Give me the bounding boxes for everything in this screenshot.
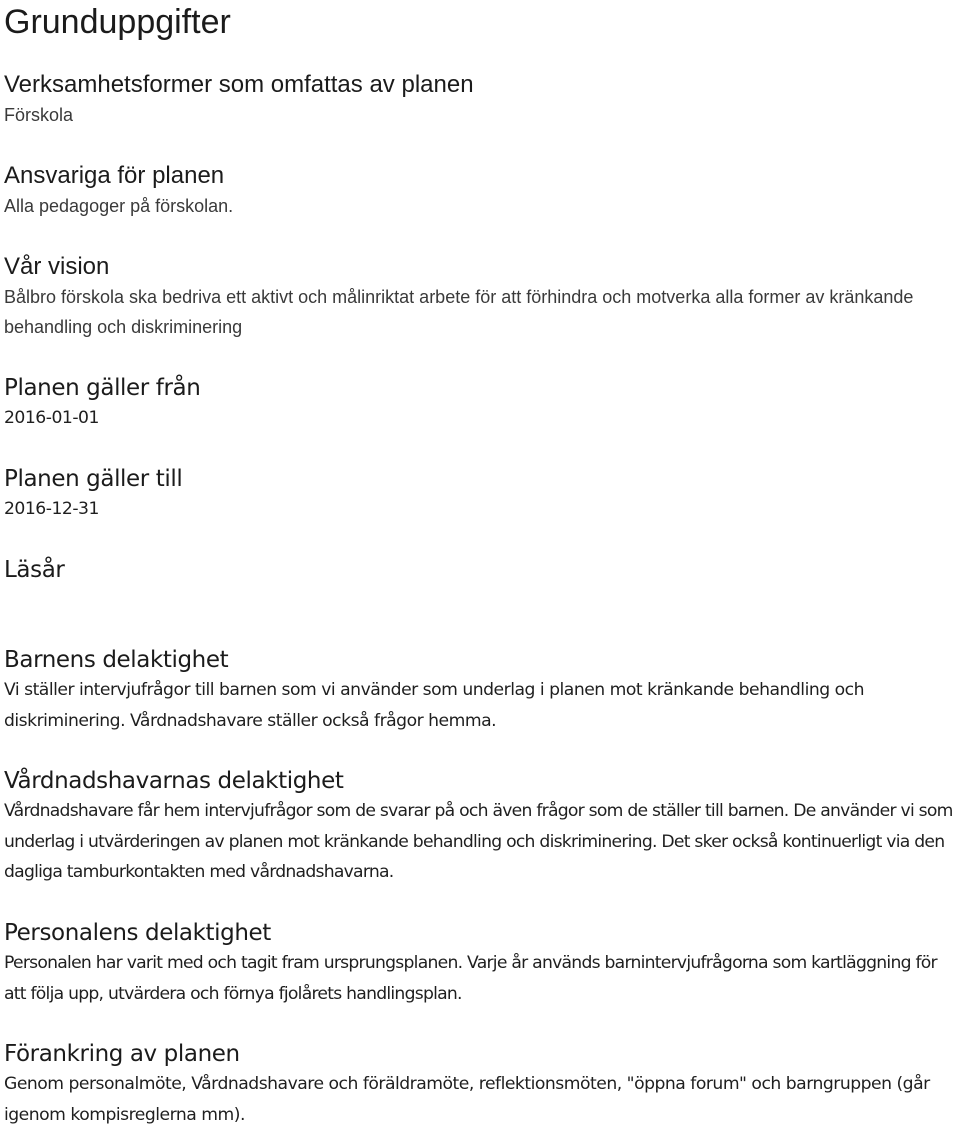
section-heading: Läsår [4, 557, 65, 583]
section-forankring [4, 1039, 956, 1130]
section-verksamhetsformer [4, 70, 956, 130]
page-title: Grunduppgifter [4, 3, 231, 41]
section-heading: Ansvariga för planen [4, 162, 225, 189]
section-vardnadshavarnas-delaktighet [4, 766, 956, 888]
section-text: Personalen har varit med och tagit fram ursprungsplanen. Varje år används barnintervjufrågorna som kartläggning för att följa upp, utvärdera och förnya fjolårets handlingsplan. [4, 953, 937, 1004]
section-planen-galler-fran [4, 373, 956, 434]
section-planen-galler-till [4, 464, 956, 525]
section-heading: Planen gäller från [4, 375, 201, 401]
section-lasar [4, 555, 956, 585]
section-text: Genom personalmöte, Vårdnadshavare och föräldramöte, reflektionsmöten, "öppna forum" och barngruppen (går igenom kompisreglerna mm). [4, 1074, 930, 1125]
section-var-vision [4, 252, 956, 342]
section-personalens-delaktighet [4, 918, 956, 1009]
section-text: Bålbro förskola ska bedriva ett aktivt och målinriktat arbete för att förhindra och motverka alla former av kränkande behandling och diskriminering [4, 287, 914, 337]
section-heading: Vår vision [4, 253, 110, 280]
section-text: Vårdnadshavare får hem intervjufrågor som de svarar på och även frågor som de ställer till barnen. De använder vi som underlag i utvärderingen av planen mot kränkande behandling och diskriminering. Det sker också kontinuerligt via den dagliga tamburkontakten med vårdnadshavarna. [4, 801, 953, 882]
section-ansvariga [4, 161, 956, 221]
section-text: Alla pedagoger på förskolan. [4, 196, 234, 216]
section-heading: Vårdnadshavarnas delaktighet [4, 768, 344, 794]
section-text: 2016-12-31 [4, 499, 99, 519]
section-text: Vi ställer intervjufrågor till barnen som vi använder som underlag i planen mot kränkande behandling och diskriminering. Vårdnadshavare ställer också frågor hemma. [4, 680, 864, 731]
section-barnens-delaktighet [4, 645, 956, 736]
section-heading: Verksamhetsformer som omfattas av planen [4, 71, 474, 98]
section-text: Förskola [4, 105, 74, 125]
section-heading: Personalens delaktighet [4, 920, 271, 946]
section-heading: Barnens delaktighet [4, 647, 229, 673]
section-heading: Planen gäller till [4, 466, 183, 492]
section-heading: Förankring av planen [4, 1041, 240, 1067]
section-text: 2016-01-01 [4, 408, 99, 428]
